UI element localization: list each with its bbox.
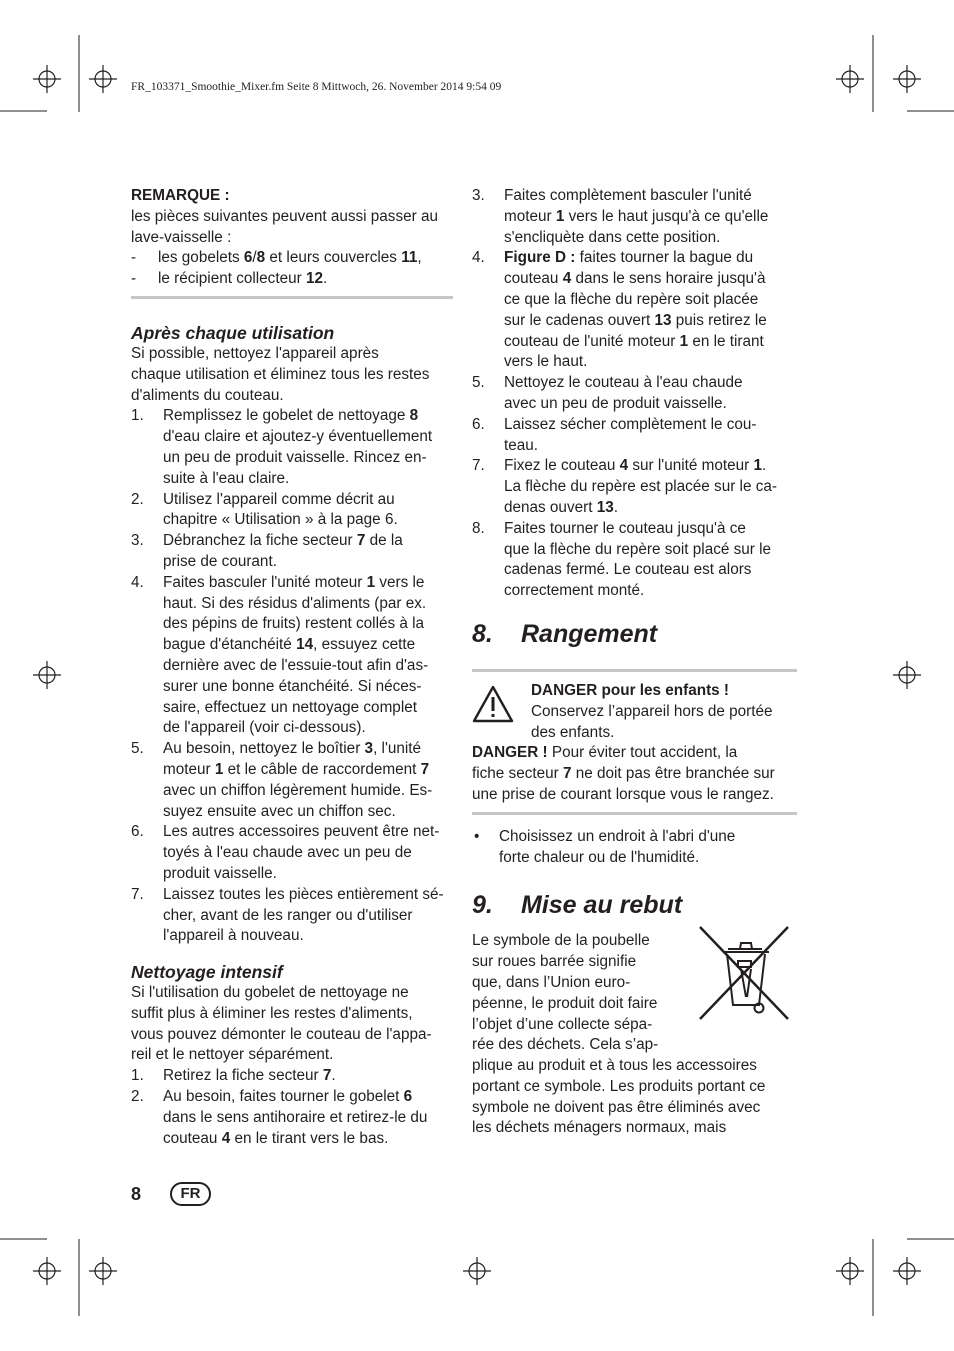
section-9-heading: 9. Mise au rebut xyxy=(472,891,683,920)
list-item: 1. Remplissez le gobelet de nettoyage 8 d'eau claire et ajoutez-y éventuellement un peu de produit vaisselle. Rincez en- suite à l'eau claire. xyxy=(131,407,433,487)
list-item: 5. Nettoyez le couteau à l'eau chaude avec un peu de produit vaisselle. xyxy=(472,374,743,412)
divider xyxy=(131,296,453,299)
storage-bullet: • Choisissez un endroit à l'abri d'une forte chaleur ou de l'humidité. xyxy=(474,827,736,866)
list-item: 2. Au besoin, faites tourner le gobelet 6 dans le sens antihoraire et retirez-le du couteau 4 en le tirant vers le bas. xyxy=(131,1088,428,1147)
section-8-heading: 8. Rangement xyxy=(472,619,658,648)
after-use-title: Après chaque utilisation xyxy=(131,322,335,343)
list-item: 7. Fixez le couteau 4 sur l'unité moteur 1. La flèche du repère est placée sur le ca- denas ouvert 13. xyxy=(472,457,777,516)
danger-line: des enfants. xyxy=(531,723,615,741)
list-item: 5. Au besoin, nettoyez le boîtier 3, l'unité moteur 1 et le câble de raccordement 7 avec un chiffon légèrement humide. Es- suyez ensuite avec un chiffon sec. xyxy=(131,740,433,820)
intensive-intro: Si l'utilisation du gobelet de nettoyage ne suffit plus à éliminer les restes d'aliments, vous pouvez démonter le couteau de l'appa- reil et le nettoyer séparément. xyxy=(131,984,432,1064)
blade-steps xyxy=(472,186,797,602)
list-item: 1. Retirez la fiche secteur 7. xyxy=(131,1067,336,1085)
remark-line: les pièces suivantes peuvent aussi passer au xyxy=(131,207,438,225)
after-use-intro: Si possible, nettoyez l'appareil après chaque utilisation et éliminez tous les restes d'aliments du couteau. xyxy=(131,344,430,404)
after-use-steps xyxy=(131,406,453,947)
left-column xyxy=(131,186,453,1149)
list-item: 3. Débranchez la fiche secteur 7 de la prise de courant. xyxy=(131,532,403,570)
list-item: 8. Faites tourner le couteau jusqu'à ce que la flèche du repère soit placé sur le cadenas fermé. Le couteau est alors correctement monté. xyxy=(472,519,772,600)
intensive-title: Nettoyage intensif xyxy=(131,962,283,983)
list-item: 6. Laissez sécher complètement le cou- teau. xyxy=(472,415,757,454)
list-item: 7. Laissez toutes les pièces entièrement sé- cher, avant de les ranger ou d'utiliser l'appareil à nouveau. xyxy=(131,885,444,945)
danger-plug-text: DANGER ! Pour éviter tout accident, la fiche secteur 7 ne doit pas être branchée sur une prise de courant lorsque vous le rangez. xyxy=(472,744,775,803)
remark-title: REMARQUE : xyxy=(131,187,230,204)
list-item: 4. Figure D : faites tourner la bague du couteau 4 dans le sens horaire jusqu'à ce que la flèche du repère soit placée sur le cadenas ouvert 13 puis retirez le couteau de l'unité moteur 1 en le tirant vers le haut. xyxy=(472,249,767,371)
language-badge: FR xyxy=(170,1182,211,1206)
right-column xyxy=(472,186,797,1139)
danger-children-box xyxy=(472,681,797,743)
list-item: 6. Les autres accessoires peuvent être net- toyés à l'eau chaude avec un peu de produit vaisselle. xyxy=(131,823,440,882)
list-item: 4. Faites basculer l'unité moteur 1 vers le haut. Si des résidus d'aliments (par ex. des pépins de fruits) restent collés à la bague d'étanchéité 14, essuyez cette dernière avec de l'essuie-tout afin d'as- surer une bonne étanchéité. Si néces- saire, effectuez un nettoyage complet de l'appareil (voir ci-dessous). xyxy=(131,573,429,737)
remark-line: lave-vaisselle : xyxy=(131,228,232,246)
crossed-out-wheelie-bin-icon xyxy=(696,925,792,1021)
page-number: 8 xyxy=(131,1184,142,1204)
remark-item: - le récipient collecteur 12. xyxy=(131,270,328,288)
divider xyxy=(472,812,797,815)
divider xyxy=(472,669,797,672)
disposal-text: Le symbole de la poubelle sur roues barrée signifie que, dans l’Union euro- péenne, le produit doit faire l’objet d’une collecte sépa- rée des déchets. Cela s’ap- plique au produit et à tous les accessoires portant ce symbole. Les produits portant ce symbole ne doivent pas être éliminés avec les déchets ménagers normaux, mais xyxy=(472,931,797,1139)
danger-line: Conservez l’appareil hors de portée xyxy=(531,702,773,720)
list-item: 3. Faites complètement basculer l'unité moteur 1 vers le haut jusqu'à ce qu'elle s'encliquète dans cette position. xyxy=(472,187,769,246)
remark-item: - les gobelets 6/8 et leurs couvercles 11, xyxy=(131,249,422,267)
file-header: FR_103371_Smoothie_Mixer.fm Seite 8 Mittwoch, 26. November 2014 9:54 09 xyxy=(131,81,502,93)
list-item: 2. Utilisez l'appareil comme décrit au chapitre « Utilisation » à la page 6. xyxy=(131,490,398,529)
warning-triangle-icon xyxy=(472,685,514,723)
intensive-steps xyxy=(131,1066,453,1149)
danger-children-title: DANGER pour les enfants ! xyxy=(531,681,730,699)
